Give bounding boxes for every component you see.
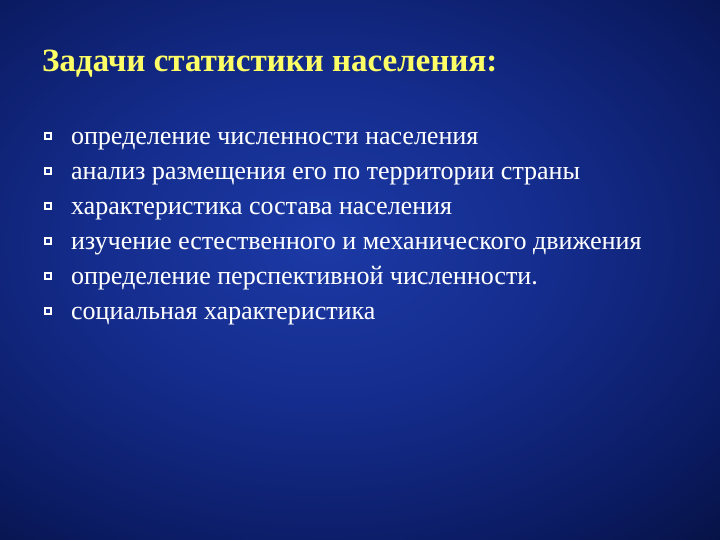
square-bullet-icon [44, 167, 52, 175]
bullet-item [42, 119, 672, 153]
square-bullet-icon [44, 202, 52, 210]
bullet-text: определение численности населения [71, 121, 479, 150]
square-bullet-icon [44, 132, 52, 140]
bullet-item [42, 259, 672, 293]
bullet-item [42, 294, 672, 328]
bullet-item [42, 224, 672, 258]
slide-title: Задачи статистики населения: [42, 43, 498, 79]
bullet-item [42, 189, 672, 223]
square-bullet-icon [44, 237, 52, 245]
bullet-text: характеристика состава населения [71, 191, 453, 220]
bullet-text: определение перспективной численности. [71, 261, 538, 290]
bullet-item [42, 154, 672, 188]
bullet-text: анализ размещения его по территории страны [71, 156, 580, 185]
bullet-text: изучение естественного и механического движения [71, 226, 642, 255]
bullet-list [42, 119, 672, 329]
bullet-text: социальная характеристика [71, 296, 376, 325]
square-bullet-icon [44, 307, 52, 315]
square-bullet-icon [44, 272, 52, 280]
